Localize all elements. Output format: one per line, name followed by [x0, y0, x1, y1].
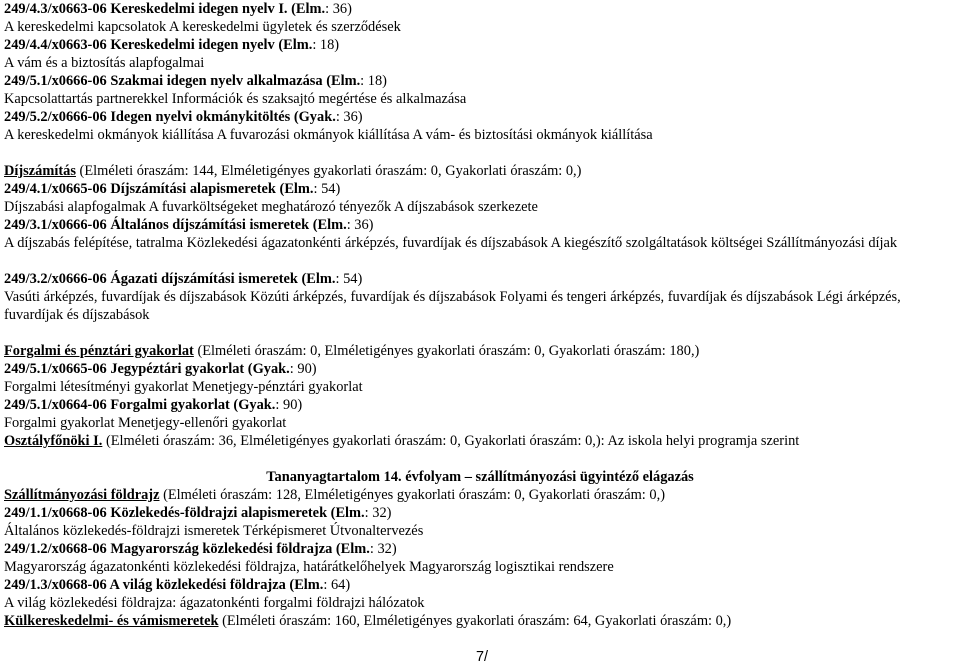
subject-title: Szállítmányozási földrajz: [4, 487, 160, 503]
subject-hours: (Elméleti óraszám: 128, Elméletigényes gyakorlati óraszám: 0, Gyakorlati óraszám: 0,): [159, 487, 665, 503]
module-hours: : 90): [275, 397, 303, 413]
module-topics: Általános közlekedés-földrajzi ismeretek Térképismeret Útvonaltervezés: [4, 523, 424, 539]
module-topics: Vasúti árképzés, fuvardíjak és díjszabások Közúti árképzés, fuvardíjak és díjszabások Folyami és tengeri árképzés, fuvardíjak és díjszabások Légi árképzés, fuvardíjak és díjszabások: [4, 289, 901, 323]
module-topics: Magyarország ágazatonkénti közlekedési földrajza, határátkelőhelyek Magyarország logisztikai rendszere: [4, 559, 614, 575]
module-code-title: 249/5.2/x0666-06 Idegen nyelvi okmánykitöltés (Gyak.: [4, 109, 336, 125]
section-heading: Tananyagtartalom 14. évfolyam – szállítmányozási ügyintéző elágazás: [266, 469, 694, 485]
subject-heading: [4, 486, 665, 504]
module-topics: Forgalmi létesítményi gyakorlat Menetjegy-pénztári gyakorlat: [4, 379, 363, 395]
subject-hours: (Elméleti óraszám: 160, Elméletigényes gyakorlati óraszám: 64, Gyakorlati óraszám: 0,): [218, 613, 732, 629]
module-hours: : 36): [335, 109, 363, 125]
module-topics: A díjszabás felépítése, tatralma Közlekedési ágazatonkénti árképzés, fuvardíjak és díjszabások A kiegészítő szolgáltatások költségei Szállítmányozási díjak: [4, 235, 898, 251]
module-topics: Díjszabási alapfogalmak A fuvarköltségeket meghatározó tényezők A díjszabások szerkezete: [4, 199, 538, 215]
module-hours: : 18): [360, 73, 387, 89]
subject-hours: (Elméleti óraszám: 0, Elméletigényes gyakorlati óraszám: 0, Gyakorlati óraszám: 180,): [193, 343, 700, 359]
subject-heading: [4, 342, 699, 360]
module-heading: [4, 576, 350, 594]
module-hours: : 54): [335, 271, 363, 287]
module-code-title: 249/4.4/x0663-06 Kereskedelmi idegen nyelv (Elm.: [4, 37, 313, 53]
module-code-title: 249/4.1/x0665-06 Díjszámítási alapismeretek (Elm.: [4, 181, 314, 197]
module-code-title: 249/1.2/x0668-06 Magyarország közlekedési földrajza (Elm.: [4, 541, 370, 557]
module-heading: [4, 396, 302, 414]
module-code-title: 249/5.1/x0665-06 Jegypéztári gyakorlat (Gyak.: [4, 361, 290, 377]
subject-title: Külkereskedelmi- és vámismeretek: [4, 613, 219, 629]
subject-heading: [4, 612, 731, 630]
page-number: 7/: [476, 649, 489, 665]
module-heading: [4, 360, 317, 378]
module-topics: A kereskedelmi kapcsolatok A kereskedelmi ügyletek és szerződések: [4, 19, 401, 35]
module-heading: [4, 0, 352, 18]
module-topics: Kapcsolattartás partnerekkel Információk és szaksajtó megértése és alkalmazása: [4, 91, 467, 107]
module-hours: : 32): [369, 541, 397, 557]
module-heading: [4, 72, 387, 90]
module-hours: : 32): [364, 505, 392, 521]
module-topics: Forgalmi gyakorlat Menetjegy-ellenőri gyakorlat: [4, 415, 287, 431]
module-code-title: 249/3.2/x0666-06 Ágazati díjszámítási ismeretek (Elm.: [4, 271, 336, 287]
module-heading: [4, 540, 397, 558]
subject-heading: [4, 432, 799, 450]
module-heading: [4, 216, 373, 234]
module-topics: A vám és a biztosítás alapfogalmai: [4, 55, 205, 71]
module-code-title: 249/1.3/x0668-06 A világ közlekedési földrajza (Elm.: [4, 577, 324, 593]
module-hours: : 64): [323, 577, 351, 593]
module-hours: : 36): [325, 1, 352, 17]
module-hours: : 18): [312, 37, 340, 53]
module-code-title: 249/4.3/x0663-06 Kereskedelmi idegen nyelv I. (Elm.: [4, 1, 326, 17]
module-topics: A világ közlekedési földrajza: ágazatonkénti forgalmi földrajzi hálózatok: [4, 595, 425, 611]
module-heading: [4, 504, 391, 522]
module-code-title: 249/5.1/x0666-06 Szakmai idegen nyelv alkalmazása (Elm.: [4, 73, 361, 89]
subject-heading: [4, 162, 581, 180]
module-heading: [4, 270, 362, 288]
module-heading: [4, 36, 339, 54]
module-heading: [4, 108, 363, 126]
module-code-title: 249/5.1/x0664-06 Forgalmi gyakorlat (Gyak.: [4, 397, 276, 413]
module-hours: : 54): [313, 181, 341, 197]
subject-title: Osztályfőnöki I.: [4, 433, 103, 449]
module-code-title: 249/3.1/x0666-06 Általános díjszámítási ismeretek (Elm.: [4, 217, 347, 233]
module-code-title: 249/1.1/x0668-06 Közlekedés-földrajzi alapismeretek (Elm.: [4, 505, 365, 521]
module-hours: : 36): [346, 217, 374, 233]
subject-title: Díjszámítás: [4, 163, 76, 179]
module-hours: : 90): [289, 361, 317, 377]
subject-hours: (Elméleti óraszám: 36, Elméletigényes gyakorlati óraszám: 0, Gyakorlati óraszám: 0,): Az iskola helyi programja szerint: [102, 433, 800, 449]
module-heading: [4, 180, 340, 198]
subject-hours: (Elméleti óraszám: 144, Elméletigényes gyakorlati óraszám: 0, Gyakorlati óraszám: 0,): [75, 163, 582, 179]
subject-title: Forgalmi és pénztári gyakorlat: [4, 343, 194, 359]
module-topics: A kereskedelmi okmányok kiállítása A fuvarozási okmányok kiállítása A vám- és biztosítási okmányok kiállítása: [4, 127, 653, 143]
